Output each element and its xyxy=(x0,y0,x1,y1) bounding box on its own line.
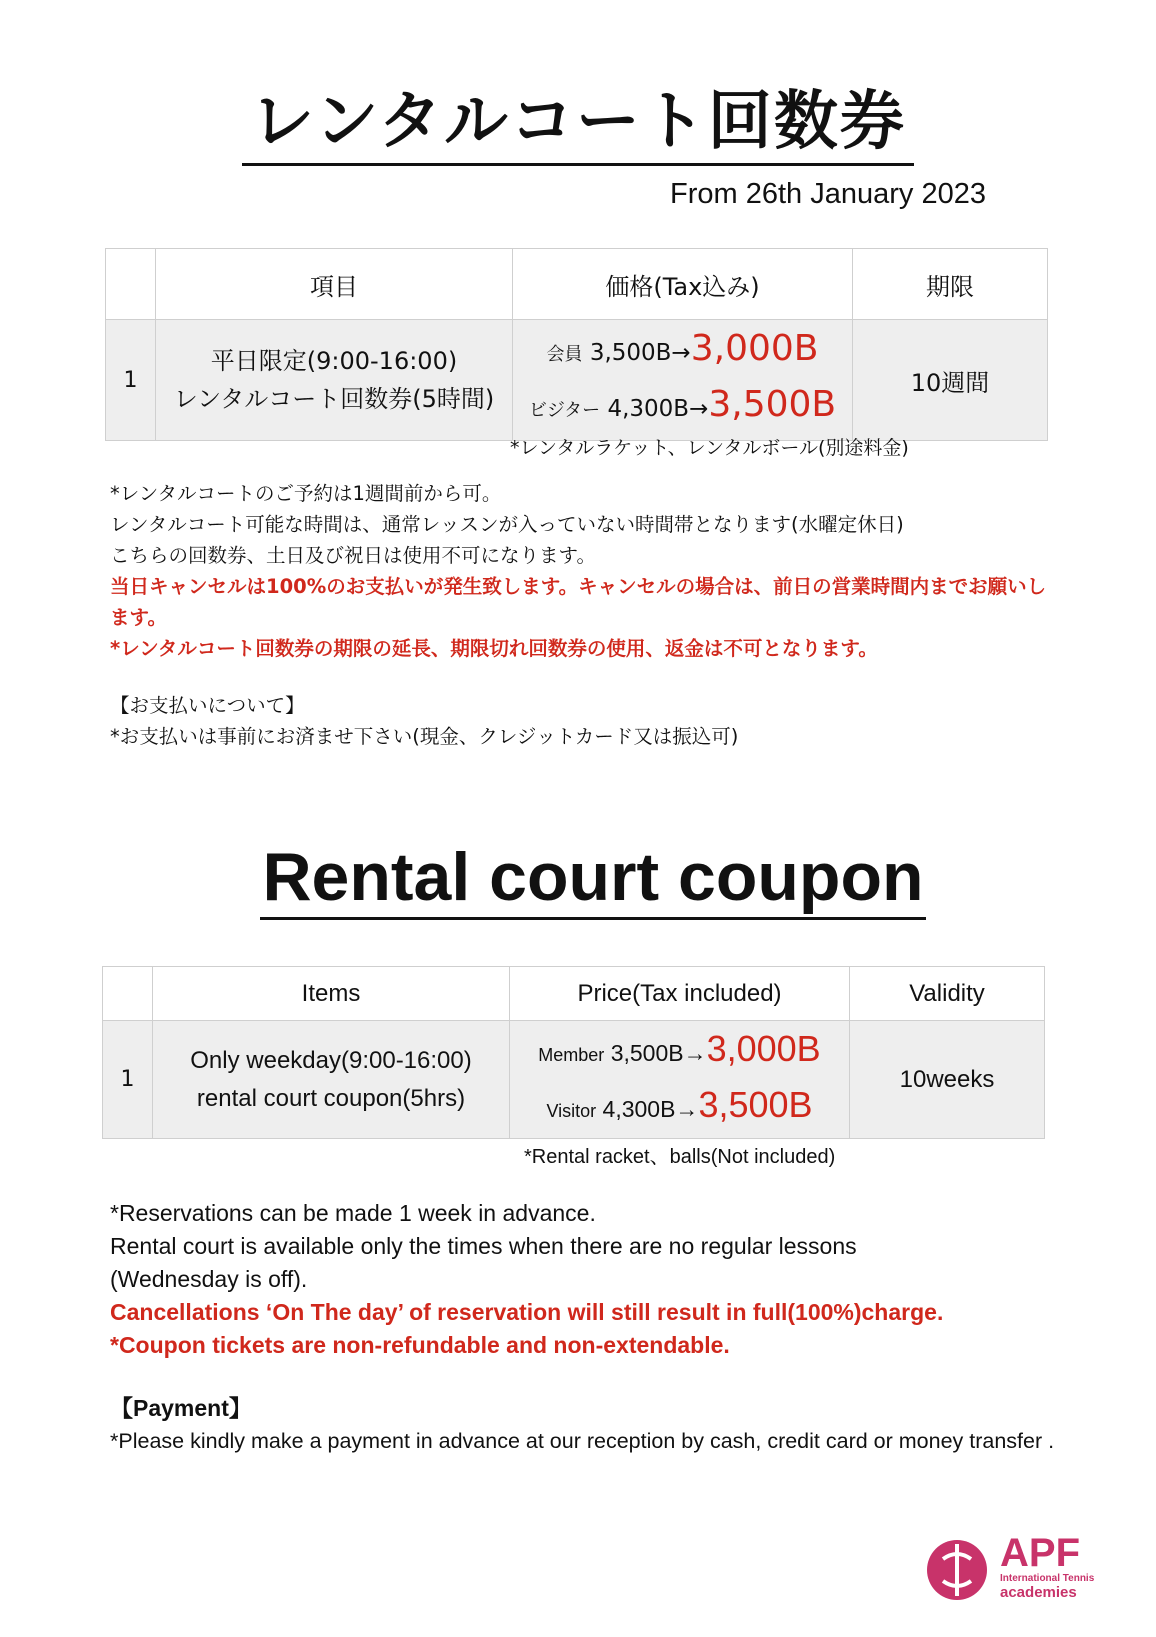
table-header-row xyxy=(103,967,1045,1021)
member-label: Member xyxy=(538,1044,605,1065)
table-row xyxy=(103,1021,1045,1139)
header-validity: Validity xyxy=(850,967,1045,1021)
row-item xyxy=(153,1021,510,1139)
note-warning: *Coupon tickets are non-refundable and non-extendable. xyxy=(110,1332,730,1358)
row-item xyxy=(156,320,513,441)
note-warning: 当日キャンセルは100%のお支払いが発生致します。キャンセルの場合は、前日の営業時間内までお願いします。 xyxy=(110,575,1047,629)
header-item: 項目 xyxy=(156,249,513,320)
logo-main: APF xyxy=(1000,1531,1080,1575)
payment-heading: 【お支払いについて】 xyxy=(110,694,305,717)
header-validity: 期限 xyxy=(853,249,1048,320)
visitor-price xyxy=(510,1080,849,1136)
table-note-jp: *レンタルラケット、レンタルボール(別途料金) xyxy=(510,437,909,459)
item-line-1: 平日限定(9:00-16:00) xyxy=(210,347,458,375)
logo-sub2: academies xyxy=(1000,1584,1077,1601)
page-title-en xyxy=(0,838,1156,916)
item-line-2: rental court coupon(5hrs) xyxy=(196,1084,466,1112)
visitor-label: ビジター xyxy=(528,400,601,421)
note-line: こちらの回数券、土日及び祝日は使用不可になります。 xyxy=(110,544,596,567)
payment-text: *お支払いは事前にお済ませ下さい(現金、クレジットカード又は振込可) xyxy=(110,725,739,748)
member-price xyxy=(513,324,852,380)
visitor-price xyxy=(513,380,852,436)
effective-date: From 26th January 2023 xyxy=(670,178,986,210)
title-jp-text: レンタルコート回数券 xyxy=(242,85,914,166)
member-new-price: 3,000B xyxy=(690,328,819,369)
price-table-jp xyxy=(105,248,1048,441)
member-old-price: 3,500B→ xyxy=(589,340,691,366)
payment-heading: 【Payment】 xyxy=(110,1395,252,1421)
page-title-jp xyxy=(0,70,1156,162)
header-item: Items xyxy=(153,967,510,1021)
row-validity: 10weeks xyxy=(850,1021,1045,1139)
item-line-2: レンタルコート回数券(5時間) xyxy=(173,385,495,413)
row-validity: 10週間 xyxy=(853,320,1048,441)
price-table-en xyxy=(102,966,1045,1139)
notes-jp xyxy=(110,478,1050,752)
visitor-new-price: 3,500B xyxy=(708,384,837,425)
title-en-text: Rental court coupon xyxy=(260,839,925,920)
logo-sub1: International Tennis xyxy=(1000,1573,1095,1584)
item-line-1: Only weekday(9:00-16:00) xyxy=(190,1046,472,1074)
member-label: 会員 xyxy=(546,344,583,365)
visitor-label: Visitor xyxy=(546,1100,597,1121)
note-line: レンタルコート可能な時間は、通常レッスンが入っていない時間帯となります(水曜定休日) xyxy=(110,513,904,536)
note-line: *Reservations can be made 1 week in advance. xyxy=(110,1200,596,1226)
row-number: 1 xyxy=(106,320,156,441)
table-row xyxy=(106,320,1048,441)
member-price xyxy=(510,1024,849,1080)
row-price xyxy=(510,1021,850,1139)
visitor-old-price: 4,300B→ xyxy=(602,1095,699,1122)
note-warning: Cancellations ‘On The day’ of reservation will still result in full(100%)charge. xyxy=(110,1299,944,1325)
payment-text: *Please kindly make a payment in advance at our reception by cash, credit card or money transfer . xyxy=(110,1429,1055,1453)
header-price: 価格(Tax込み) xyxy=(513,249,853,320)
note-line: Rental court is available only the times when there are no regular lessons xyxy=(110,1233,857,1259)
member-new-price: 3,000B xyxy=(706,1027,821,1069)
note-line: (Wednesday is off). xyxy=(110,1266,308,1292)
note-warning: *レンタルコート回数券の期限の延長、期限切れ回数券の使用、返金は不可となります。 xyxy=(110,637,878,660)
logo-text xyxy=(1000,1533,1094,1601)
visitor-new-price: 3,500B xyxy=(698,1083,813,1125)
header-price: Price(Tax included) xyxy=(510,967,850,1021)
note-line: *レンタルコートのご予約は1週間前から可。 xyxy=(110,482,502,505)
header-num xyxy=(103,967,153,1021)
member-old-price: 3,500B→ xyxy=(610,1039,707,1066)
visitor-old-price: 4,300B→ xyxy=(607,396,709,422)
header-num xyxy=(106,249,156,320)
table-header-row xyxy=(106,249,1048,320)
row-price xyxy=(513,320,853,441)
table-note-en: *Rental racket、balls(Not included) xyxy=(524,1146,836,1168)
notes-en xyxy=(110,1197,1070,1458)
row-number: 1 xyxy=(103,1021,153,1139)
